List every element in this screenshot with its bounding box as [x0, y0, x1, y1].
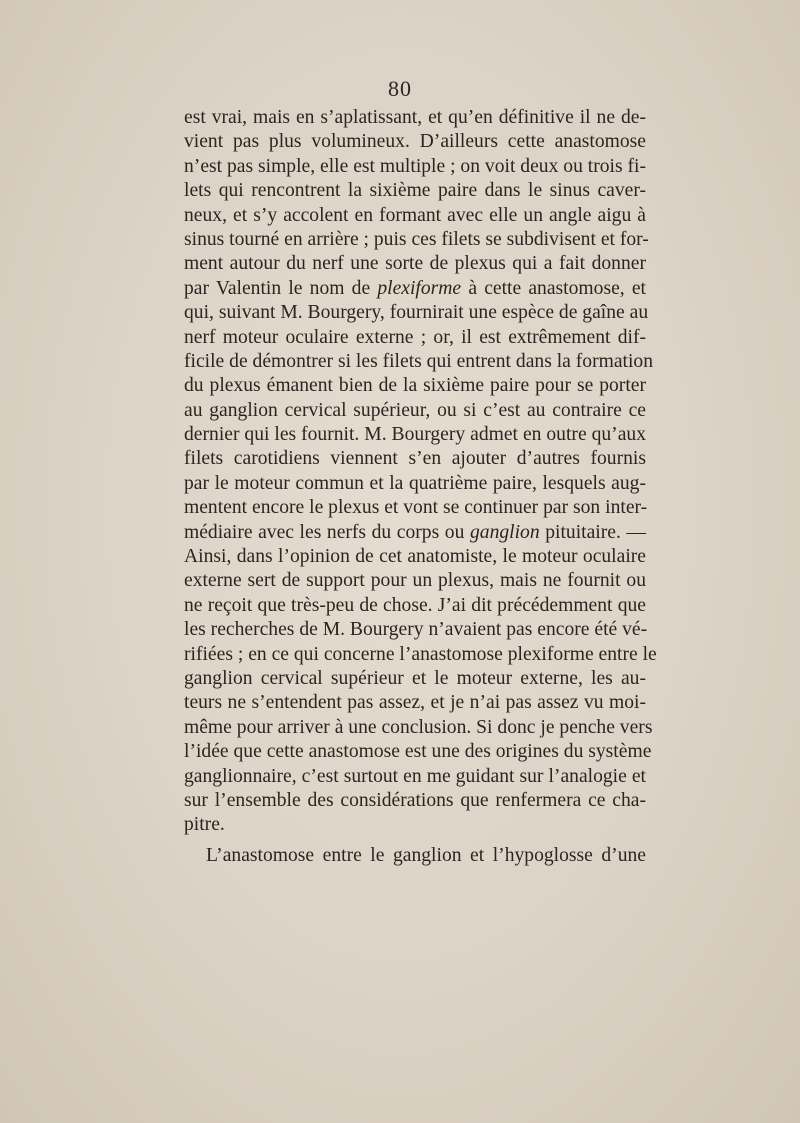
text-line: ganglionnaire, c’est surtout en me guidant sur l’analogie et	[184, 765, 646, 787]
text-line: sinus tourné en arrière ; puis ces filets se subdivisent et for-	[184, 228, 649, 250]
text-line: qui, suivant M. Bourgery, fournirait une espèce de gaîne au	[184, 302, 649, 324]
text-line: rifiées ; en ce qui concerne l’anastomose plexiforme entre le	[184, 643, 657, 665]
text-line: l’idée que cette anastomose est une des origines du système	[184, 741, 652, 763]
text-line: au ganglion cervical supérieur, ou si c’est au contraire ce	[184, 399, 646, 421]
paragraph-start-line: L’anastomose entre le ganglion et l’hypoglosse d’une	[206, 844, 646, 866]
text-line: externe sert de support pour un plexus, mais ne fournit ou	[184, 570, 646, 592]
page-number: 80	[388, 76, 412, 101]
text-line: nerf moteur oculaire externe ; or, il est extrêmement dif-	[184, 326, 646, 348]
text-line: vient pas plus volumineux. D’ailleurs cette anastomose	[184, 131, 646, 153]
text-line: filets carotidiens viennent s’en ajouter d’autres fournis	[184, 448, 646, 470]
text-line: mentent encore le plexus et vont se continuer par son inter-	[184, 497, 648, 519]
text-line: dernier qui les fournit. M. Bourgery admet en outre qu’aux	[184, 424, 646, 446]
text-line: ne reçoit que très-peu de chose. J’ai dit précédemment que	[184, 594, 646, 616]
text-line: ment autour du nerf une sorte de plexus qui a fait donner	[184, 253, 646, 275]
text-line: les recherches de M. Bourgery n’avaient pas encore été vé-	[184, 619, 648, 641]
text-line: pitre.	[184, 814, 225, 836]
body-text	[184, 106, 657, 868]
italic-term: ganglion	[469, 521, 540, 543]
text-line: lets qui rencontrent la sixième paire dans le sinus caver-	[184, 180, 646, 202]
text-line: est vrai, mais en s’aplatissant, et qu’en définitive il ne de-	[184, 107, 646, 128]
text-line: ganglion cervical supérieur et le moteur externe, les au-	[184, 667, 646, 689]
text-line: sur l’ensemble des considérations que renfermera ce cha-	[184, 789, 646, 811]
text-line: teurs ne s’entendent pas assez, et je n’ai pas assez vu moi-	[184, 692, 646, 714]
text-line: ficile de démontrer si les filets qui entrent dans la formation	[184, 350, 654, 372]
text-line: n’est pas simple, elle est multiple ; on voit deux ou trois fi-	[184, 155, 647, 177]
text-line: du plexus émanent bien de la sixième paire pour se porter	[184, 375, 646, 397]
text-line: Ainsi, dans l’opinion de cet anatomiste, le moteur oculaire	[184, 546, 646, 568]
italic-term: plexiforme	[377, 277, 462, 299]
text-line: médiaire avec les nerfs du corps ou ganglion pituitaire. —	[184, 521, 646, 543]
text-line: par Valentin le nom de plexiforme à cette anastomose, et	[184, 277, 646, 299]
text-line: par le moteur commun et la quatrième paire, lesquels aug-	[184, 472, 646, 494]
text-line: même pour arriver à une conclusion. Si donc je penche vers	[184, 716, 653, 738]
text-line: neux, et s’y accolent en formant avec elle un angle aigu à	[184, 204, 646, 226]
